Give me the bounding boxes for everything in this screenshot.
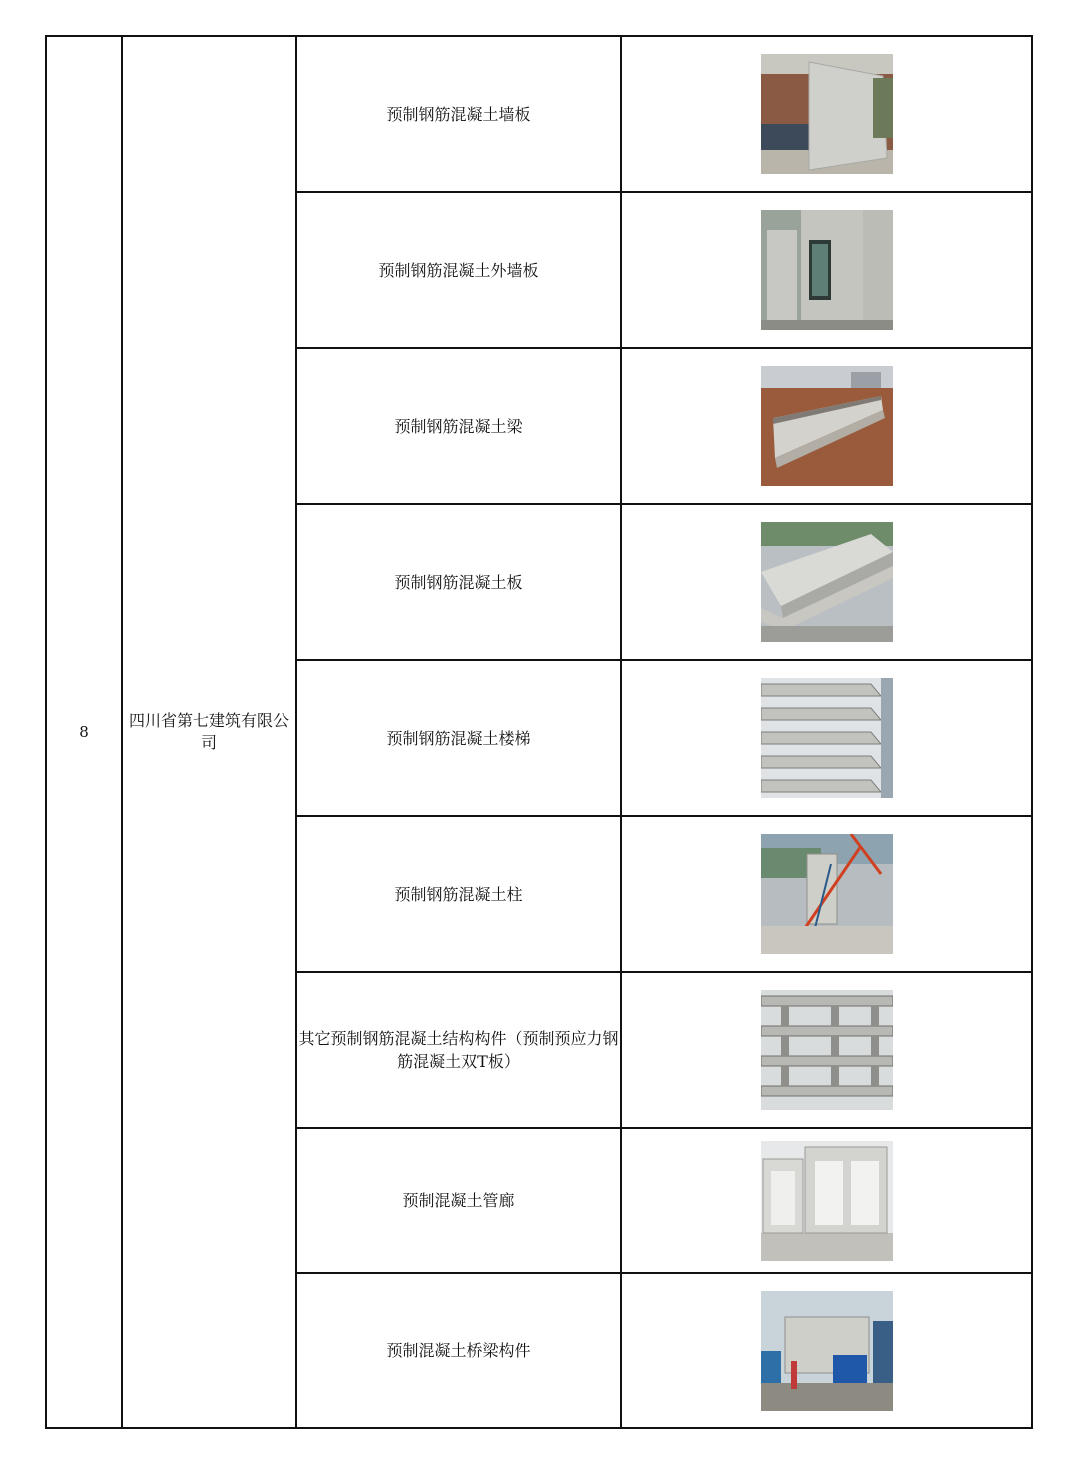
- product-name: 预制钢筋混凝土楼梯: [296, 660, 621, 816]
- company-name: 四川省第七建筑有限公司: [122, 36, 296, 1428]
- precast-utility-tunnel-photo: [761, 1141, 893, 1261]
- product-name: 预制混凝土管廊: [296, 1128, 621, 1273]
- product-table: [45, 35, 1033, 1429]
- precast-bridge-component-photo: [761, 1291, 893, 1411]
- product-name: 其它预制钢筋混凝土结构构件（预制预应力钢筋混凝土双T板）: [296, 972, 621, 1128]
- product-name: 预制钢筋混凝土板: [296, 504, 621, 660]
- table-row: [46, 36, 1032, 192]
- precast-beam-photo: [761, 366, 893, 486]
- precast-stair-photo: [761, 678, 893, 798]
- product-name: 预制钢筋混凝土外墙板: [296, 192, 621, 348]
- precast-exterior-wall-panel-photo: [761, 210, 893, 330]
- precast-column-photo: [761, 834, 893, 954]
- precast-wall-panel-photo: [761, 54, 893, 174]
- product-name: 预制钢筋混凝土梁: [296, 348, 621, 504]
- precast-slab-photo: [761, 522, 893, 642]
- precast-double-t-slab-photo: [761, 990, 893, 1110]
- product-name: 预制钢筋混凝土墙板: [296, 36, 621, 192]
- product-name: 预制混凝土桥梁构件: [296, 1273, 621, 1428]
- sequence-number: 8: [46, 36, 122, 1428]
- product-name: 预制钢筋混凝土柱: [296, 816, 621, 972]
